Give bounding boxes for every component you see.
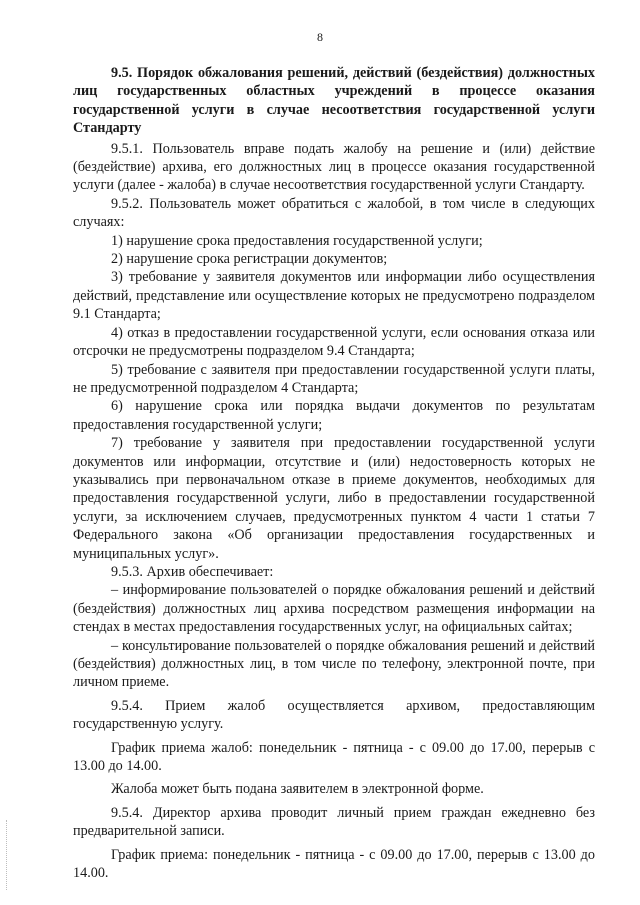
paragraph-9-5-1: 9.5.1. Пользователь вправе подать жалобу на решение и (или) действие (бездействие) архива, его должностных лиц в процессе оказания государственной услуги (далее - жалоба) в случае несоответствия государственной услуги Стандарту. bbox=[73, 140, 595, 194]
reception-schedule: График приема: понедельник - пятница - с 09.00 до 17.00, перерыв с 13.00 до 14.00. bbox=[73, 846, 595, 882]
section-heading: 9.5. Порядок обжалования решений, действий (бездействия) должностных лиц государственных областных учреждений в процессе оказания государственной услуги в случае несоответствия государственной услуги Стандарту bbox=[73, 65, 595, 137]
list-item-3: 3) требование у заявителя документов или информации либо осуществления действий, представление или осуществление которых не предусмотрено подразделом 9.1 Стандарта; bbox=[73, 269, 595, 323]
list-item-5: 5) требование с заявителя при предоставлении государственной услуги платы, не предусмотренной подразделом 4 Стандарта; bbox=[73, 361, 595, 396]
paragraph-9-5-4-complaints: 9.5.4. Прием жалоб осуществляется архивом, предоставляющим государственную услугу. bbox=[73, 697, 595, 733]
page-number: 8 bbox=[317, 30, 323, 44]
complaint-schedule: График приема жалоб: понедельник - пятница - с 09.00 до 17.00, перерыв с 13.00 до 14.00. bbox=[73, 739, 595, 775]
list-item-7: 7) требование у заявителя при предоставлении государственной услуги документов или информации, отсутствие и (или) недостоверность которых не указывались при первоначальном отказе в приеме документов, необходимых для предоставления государственной услуги, либо в предоставлении государственной услуги, за исключением случаев, предусмотренных пунктом 4 части 1 статьи 7 Федерального закона «Об организации предоставления государственных и муниципальных услуг». bbox=[73, 435, 595, 562]
list-item-4: 4) отказ в предоставлении государственной услуги, если основания отказа или отсрочки не предусмотрены подразделом 9.4 Стандарта; bbox=[73, 324, 595, 360]
scan-margin-mark bbox=[6, 820, 9, 890]
list-item-2: 2) нарушение срока регистрации документов; bbox=[111, 251, 388, 268]
paragraph-9-5-2: 9.5.2. Пользователь может обратиться с жалобой, в том числе в следующих случаях: bbox=[73, 195, 595, 231]
list-item-6: 6) нарушение срока или порядка выдачи документов по результатам предоставления государственной услуги; bbox=[73, 398, 595, 433]
bullet-informing: – информирование пользователей о порядке обжалования решений и действий (бездействия) должностных лиц архива посредством размещения информации на стендах в местах предоставления государственных услуг, на официальных сайтах; bbox=[73, 582, 595, 636]
bullet-consulting: – консультирование пользователей о порядке обжалования решений и действий (бездействия) должностных лиц, в том числе по телефону, электронной почте, при личном приеме. bbox=[73, 637, 595, 691]
document-body bbox=[73, 64, 595, 882]
electronic-complaint: Жалоба может быть подана заявителем в электронной форме. bbox=[111, 781, 484, 798]
list-item-1: 1) нарушение срока предоставления государственной услуги; bbox=[111, 232, 483, 249]
paragraph-9-5-4-director: 9.5.4. Директор архива проводит личный прием граждан ежедневно без предварительной записи. bbox=[73, 804, 595, 840]
paragraph-9-5-3: 9.5.3. Архив обеспечивает: bbox=[111, 563, 274, 580]
